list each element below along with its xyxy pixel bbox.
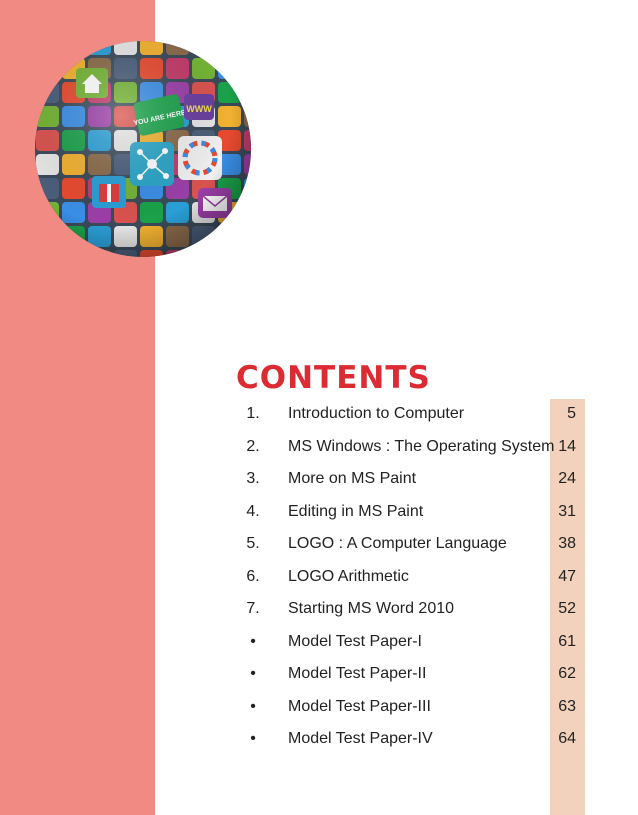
globe-tile	[62, 250, 85, 260]
toc-entry-title: Model Test Paper-IV	[288, 730, 433, 747]
toc-entry[interactable]	[0, 727, 638, 751]
toc-entry-number: 1.	[246, 405, 260, 422]
toc-entry-number: •	[250, 665, 256, 682]
globe-tile	[244, 82, 254, 103]
globe-tile	[218, 226, 241, 247]
toc-entry-page: 52	[558, 600, 576, 617]
toc-entry[interactable]	[0, 630, 638, 654]
toc-entry-title: Model Test Paper-II	[288, 665, 427, 682]
toc-entry[interactable]	[0, 662, 638, 686]
toc-entry-number: 5.	[246, 535, 260, 552]
globe-tile	[88, 250, 111, 260]
toc-entry-title: Model Test Paper-III	[288, 697, 431, 715]
toc-entry[interactable]	[0, 435, 638, 459]
toc-entry-page: 31	[558, 502, 576, 520]
toc-entry-number: 6.	[246, 567, 260, 585]
toc-entry-page: 38	[558, 535, 576, 552]
globe-tile	[62, 38, 85, 55]
toc-entry-title: Model Test Paper-I	[288, 632, 422, 650]
toc-entry[interactable]	[0, 532, 638, 556]
toc-entry-number: •	[250, 632, 256, 650]
toc-entry-number: 2.	[246, 437, 260, 455]
toc-entry-page: 24	[558, 470, 576, 487]
toc-entry[interactable]	[0, 402, 638, 426]
toc-entry[interactable]	[0, 597, 638, 621]
globe-tile	[218, 250, 241, 260]
toc-entry-title: Introduction to Computer	[288, 405, 465, 422]
toc-entry-page: 64	[558, 730, 576, 747]
globe-tile	[244, 38, 254, 55]
toc-entry-title: MS Windows : The Operating System	[288, 437, 555, 455]
toc-entry-title: Starting MS Word 2010	[288, 600, 455, 617]
toc-entry-page: 62	[558, 665, 576, 682]
toc-entry-page: 61	[558, 632, 576, 650]
toc-entry-page: 63	[558, 697, 576, 715]
toc-entry-title: LOGO : A Computer Language	[288, 535, 507, 552]
toc-entry-number: •	[250, 730, 256, 747]
globe-tile	[36, 250, 59, 260]
toc-entry-page: 14	[558, 437, 576, 455]
globe-tile	[36, 58, 59, 79]
toc-entry-number: •	[250, 697, 256, 715]
toc-entry[interactable]	[0, 565, 638, 589]
toc-entry-title: Editing in MS Paint	[288, 502, 424, 520]
toc-entry-number: 7.	[246, 600, 260, 617]
toc-entry-number: 3.	[246, 470, 260, 487]
globe-tile	[36, 38, 59, 55]
globe-tile	[192, 250, 215, 260]
toc-entry-number: 4.	[246, 502, 260, 520]
globe-tile	[244, 58, 254, 79]
contents-heading: CONTENTS	[236, 360, 431, 396]
toc-entry-page: 47	[558, 567, 576, 585]
toc-entry[interactable]	[0, 695, 638, 719]
globe-tile	[244, 226, 254, 247]
globe-tile	[36, 226, 59, 247]
globe-tile	[244, 250, 254, 260]
app-icon-globe	[32, 38, 254, 260]
toc-entry-title: More on MS Paint	[288, 470, 417, 487]
globe-tile	[218, 38, 241, 55]
toc-entry[interactable]	[0, 500, 638, 524]
toc-entry-page: 5	[567, 405, 576, 422]
toc-entry[interactable]	[0, 467, 638, 491]
globe-tile	[192, 38, 215, 55]
toc-entry-title: LOGO Arithmetic	[288, 567, 409, 585]
globe-tile	[244, 202, 254, 223]
